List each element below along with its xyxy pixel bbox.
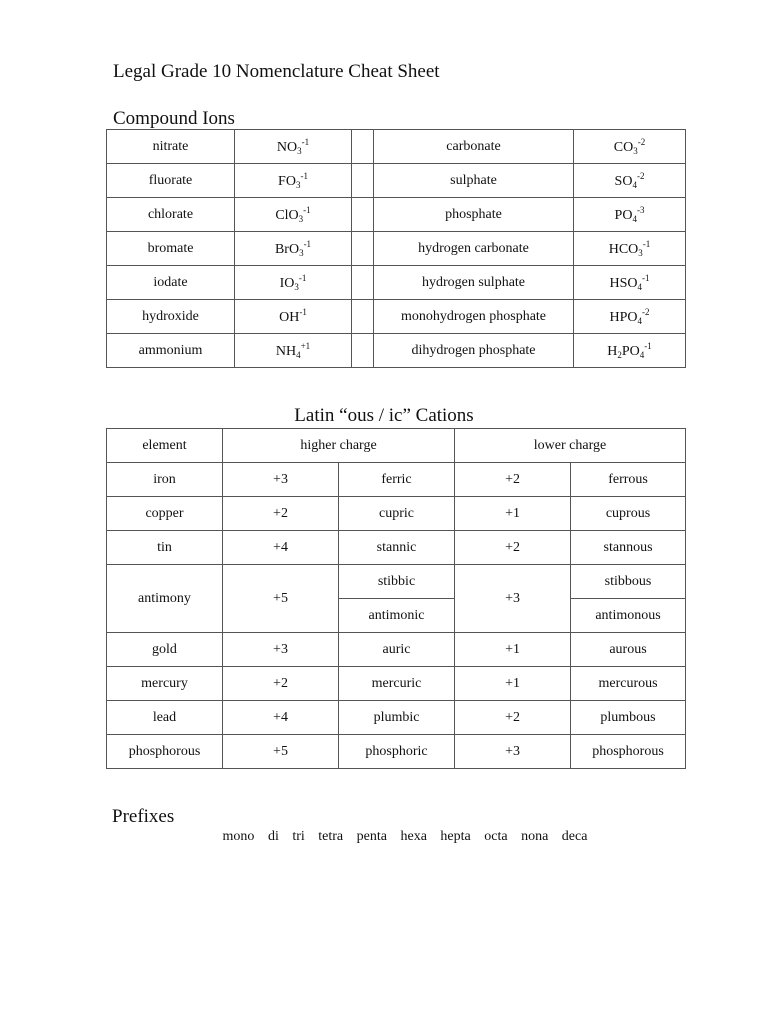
element-cell: antimony <box>107 565 223 633</box>
ion-name-cell: ferric <box>339 463 455 497</box>
ion-name-cell: ferrous <box>571 463 686 497</box>
ion-name: monohydrogen phosphate <box>374 300 574 334</box>
charge-cell: +3 <box>455 735 571 769</box>
table-row <box>107 633 686 667</box>
spacer-cell <box>352 130 374 164</box>
ion-name: chlorate <box>107 198 235 232</box>
cations-heading: Latin “ous / ic” Cations <box>294 405 474 426</box>
element-cell: gold <box>107 633 223 667</box>
prefix-item: nona <box>521 829 549 844</box>
charge-cell: +1 <box>455 633 571 667</box>
ion-name: ammonium <box>107 334 235 368</box>
ion-formula: $NO_3^{-1}$ <box>235 130 352 164</box>
element-cell: iron <box>107 463 223 497</box>
prefix-item: tetra <box>318 829 344 844</box>
ion-name: phosphate <box>374 198 574 232</box>
ion-name: hydroxide <box>107 300 235 334</box>
ion-formula: $H_2PO_4^{-1}$ <box>574 334 686 368</box>
ion-name-cell: mercurous <box>571 667 686 701</box>
ion-name: sulphate <box>374 164 574 198</box>
element-cell: phosphorous <box>107 735 223 769</box>
charge-cell: +5 <box>223 565 339 633</box>
ion-name-cell: auric <box>339 633 455 667</box>
ion-formula: $NH_4^{+1}$ <box>235 334 352 368</box>
table-row <box>107 565 686 599</box>
ion-formula: $FO_3^{-1}$ <box>235 164 352 198</box>
table-row <box>107 735 686 769</box>
spacer-cell <box>352 300 374 334</box>
prefix-item: hepta <box>440 829 471 844</box>
element-cell: tin <box>107 531 223 565</box>
element-cell: copper <box>107 497 223 531</box>
ion-name: bromate <box>107 232 235 266</box>
charge-cell: +5 <box>223 735 339 769</box>
prefix-item: hexa <box>400 829 427 844</box>
charge-cell: +1 <box>455 667 571 701</box>
ion-formula: $HSO_4^{-1}$ <box>574 266 686 300</box>
ion-name-cell: plumbic <box>339 701 455 735</box>
element-cell: mercury <box>107 667 223 701</box>
prefix-item: di <box>267 829 279 844</box>
ion-formula: $OH^{-1}$ <box>235 300 352 334</box>
charge-cell: +3 <box>223 633 339 667</box>
ion-name-cell: stannous <box>571 531 686 565</box>
ion-name: dihydrogen phosphate <box>374 334 574 368</box>
column-header-higher-charge: higher charge <box>223 429 455 463</box>
table-row <box>107 497 686 531</box>
charge-cell: +3 <box>455 565 571 633</box>
charge-cell: +2 <box>223 497 339 531</box>
ion-name-cell: plumbous <box>571 701 686 735</box>
ion-name-cell: stannic <box>339 531 455 565</box>
ion-formula: $PO_4^{-3}$ <box>574 198 686 232</box>
charge-cell: +2 <box>455 701 571 735</box>
ion-name-cell: stibbic <box>339 565 455 599</box>
column-header-lower-charge: lower charge <box>455 429 686 463</box>
prefix-item: octa <box>484 829 508 844</box>
ion-name: hydrogen carbonate <box>374 232 574 266</box>
prefix-item: penta <box>356 829 387 844</box>
table-row <box>107 531 686 565</box>
compound-ions-table <box>106 129 686 368</box>
charge-cell: +1 <box>455 497 571 531</box>
ion-formula: ClO$_3^{-1}$ <box>235 198 352 232</box>
ion-name-cell: antimonic <box>339 599 455 633</box>
prefix-item: deca <box>561 829 588 844</box>
table-row <box>107 164 686 198</box>
table-row <box>107 667 686 701</box>
compound-ions-heading: Compound Ions <box>113 108 235 129</box>
ion-formula: $IO_3^{-1}$ <box>235 266 352 300</box>
prefix-item: mono <box>222 829 255 844</box>
ion-name-cell: aurous <box>571 633 686 667</box>
ion-name-cell: cuprous <box>571 497 686 531</box>
document-title: Legal Grade 10 Nomenclature Cheat Sheet <box>113 61 440 82</box>
ion-name: hydrogen sulphate <box>374 266 574 300</box>
ion-name-cell: cupric <box>339 497 455 531</box>
prefixes-heading: Prefixes <box>112 806 175 827</box>
ion-name-cell: phosphorous <box>571 735 686 769</box>
column-header-element: element <box>107 429 223 463</box>
ion-formula: $CO_3^{-2}$ <box>574 130 686 164</box>
charge-cell: +3 <box>223 463 339 497</box>
charge-cell: +4 <box>223 701 339 735</box>
table-row <box>107 463 686 497</box>
spacer-cell <box>352 266 374 300</box>
ion-name-cell: mercuric <box>339 667 455 701</box>
ion-formula: $HCO_3^{-1}$ <box>574 232 686 266</box>
ion-name-cell: antimonous <box>571 599 686 633</box>
charge-cell: +2 <box>455 463 571 497</box>
ion-name: iodate <box>107 266 235 300</box>
charge-cell: +2 <box>455 531 571 565</box>
ion-name: nitrate <box>107 130 235 164</box>
ion-name: carbonate <box>374 130 574 164</box>
spacer-cell <box>352 232 374 266</box>
table-row <box>107 266 686 300</box>
spacer-cell <box>352 334 374 368</box>
ion-formula: BrO$_3^{-1}$ <box>235 232 352 266</box>
table-row <box>107 300 686 334</box>
table-row <box>107 232 686 266</box>
spacer-cell <box>352 164 374 198</box>
ion-formula: $SO_4^{-2}$ <box>574 164 686 198</box>
element-cell: lead <box>107 701 223 735</box>
table-row <box>107 130 686 164</box>
ion-formula: $HPO_4^{-2}$ <box>574 300 686 334</box>
ion-name-cell: phosphoric <box>339 735 455 769</box>
table-row <box>107 198 686 232</box>
table-row <box>107 334 686 368</box>
charge-cell: +2 <box>223 667 339 701</box>
table-header-row <box>107 429 686 463</box>
ion-name: fluorate <box>107 164 235 198</box>
table-row <box>107 701 686 735</box>
prefix-item: tri <box>292 829 305 844</box>
cations-table <box>106 428 686 769</box>
spacer-cell <box>352 198 374 232</box>
prefix-list <box>0 829 768 845</box>
ion-name-cell: stibbous <box>571 565 686 599</box>
charge-cell: +4 <box>223 531 339 565</box>
